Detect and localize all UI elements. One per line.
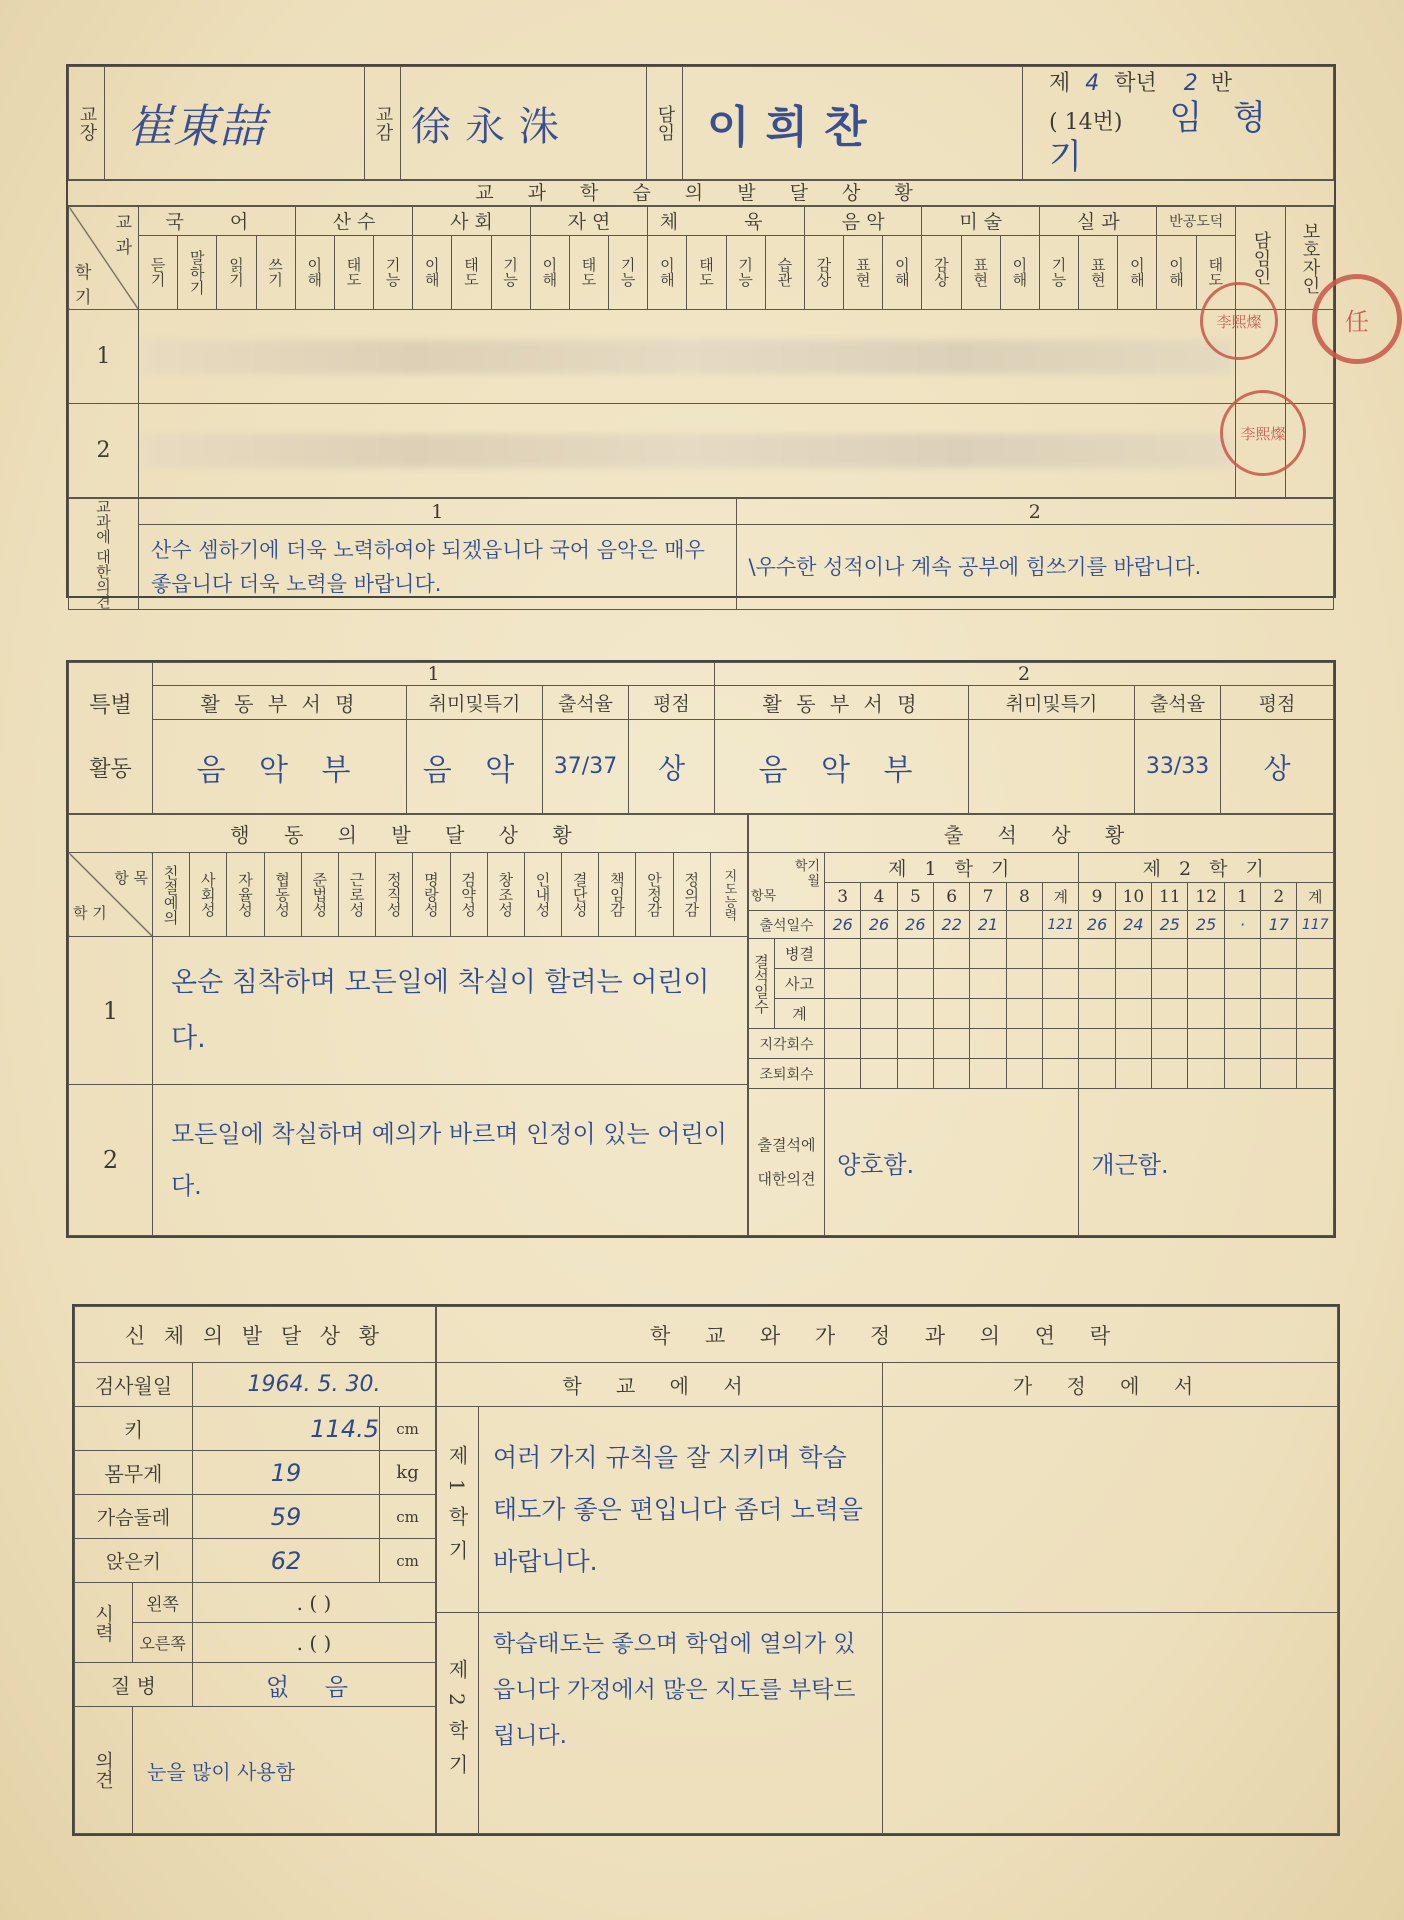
attendance-block bbox=[748, 814, 1334, 1236]
days-cell: 26 bbox=[825, 911, 861, 939]
vice-principal-name: 徐永洙 bbox=[401, 67, 647, 180]
home-note-2 bbox=[883, 1613, 1338, 1834]
behavior-item: 안정감 bbox=[636, 853, 673, 937]
h-attend-2: 출석율 bbox=[1135, 686, 1221, 720]
attendance-opinion-1: 양호함. bbox=[825, 1089, 1079, 1236]
h-grade-2: 평점 bbox=[1221, 686, 1334, 720]
attendance-sem1: 제 1 학 기 bbox=[825, 853, 1079, 883]
month-cell: 6 bbox=[934, 883, 970, 911]
contact-sem2-label: 제2학기 bbox=[437, 1613, 479, 1834]
h-club-2: 활 동 부 서 명 bbox=[715, 686, 969, 720]
special-sem2: 2 bbox=[715, 663, 1334, 686]
attendance-opinion-2: 개근함. bbox=[1079, 1089, 1334, 1236]
attendance-corner bbox=[749, 853, 825, 911]
behavior-corner bbox=[69, 853, 153, 937]
behavior-item: 친절예의 bbox=[153, 853, 190, 937]
number-value: ( 14번) bbox=[1049, 110, 1123, 135]
item-cell: 기능 bbox=[491, 235, 530, 309]
item-cell: 이해 bbox=[530, 235, 569, 309]
month-cell: 9 bbox=[1079, 883, 1115, 911]
behavior-term-1: 1 bbox=[69, 937, 153, 1085]
sitting-height-label: 앉은키 bbox=[75, 1539, 193, 1583]
body-block bbox=[74, 1306, 437, 1834]
height-unit: cm bbox=[380, 1407, 436, 1451]
behavior-corner-a: 항 목 bbox=[114, 868, 148, 887]
subject-music: 음 악 bbox=[804, 207, 922, 236]
item-cell: 읽기 bbox=[217, 235, 256, 309]
item-cell: 태도 bbox=[569, 235, 608, 309]
month-cell: 1 bbox=[1224, 883, 1260, 911]
subject-science: 자 연 bbox=[530, 207, 648, 236]
item-cell: 쓰기 bbox=[256, 235, 295, 309]
grade-1: 상 bbox=[629, 720, 715, 814]
principal-name: 崔東喆 bbox=[105, 67, 365, 180]
days-cell bbox=[1006, 911, 1042, 939]
academic-corner bbox=[69, 207, 139, 310]
late-label: 지각회수 bbox=[749, 1029, 825, 1059]
vice-principal-label: 교감 bbox=[365, 67, 401, 180]
days-cell: 25 bbox=[1188, 911, 1224, 939]
behavior-item: 근로성 bbox=[338, 853, 375, 937]
special-sem1: 1 bbox=[153, 663, 715, 686]
vision-right-value: . ( ) bbox=[193, 1623, 436, 1663]
behavior-item: 지도능력 bbox=[710, 853, 747, 937]
body-opinion-value: 눈을 많이 사용함 bbox=[133, 1707, 436, 1834]
grade-value: 4 bbox=[1085, 71, 1100, 96]
item-cell: 말하기 bbox=[178, 235, 217, 309]
h-attend-1: 출석율 bbox=[543, 686, 629, 720]
item-cell: 이해 bbox=[1118, 235, 1157, 309]
redacted-grades-row-1 bbox=[139, 310, 1236, 404]
behavior-corner-b: 학 기 bbox=[73, 903, 107, 922]
early-leave-row bbox=[749, 1059, 1334, 1089]
days-cell: 17 bbox=[1261, 911, 1297, 939]
month-cell: 7 bbox=[970, 883, 1006, 911]
weight-value: 19 bbox=[193, 1451, 380, 1495]
corner-term: 학 bbox=[75, 263, 92, 284]
class-value: 2 bbox=[1183, 71, 1198, 96]
item-cell: 표현 bbox=[844, 235, 883, 309]
behavior-item: 명랑성 bbox=[413, 853, 450, 937]
days-cell: 26 bbox=[861, 911, 897, 939]
school-note-2: 학습태도는 좋으며 학업에 열의가 있읍니다 가정에서 많은 지도를 부탁드립니다. bbox=[479, 1613, 883, 1834]
class-unit: 반 bbox=[1210, 71, 1233, 96]
item-cell: 이해 bbox=[1157, 235, 1196, 309]
grade-prefix: 제 bbox=[1049, 71, 1071, 96]
days-cell: 117 bbox=[1297, 911, 1334, 939]
header-table bbox=[68, 66, 1334, 180]
subject-korean: 국 어 bbox=[139, 207, 296, 236]
special-behavior-section bbox=[66, 660, 1336, 1238]
opinion-label: 교과에 대한의견 bbox=[69, 499, 139, 610]
behavior-item: 인내성 bbox=[524, 853, 561, 937]
subject-social: 사 회 bbox=[413, 207, 531, 236]
behavior-title: 행 동 의 발 달 상 황 bbox=[69, 815, 748, 853]
attend-1: 37/37 bbox=[543, 720, 629, 814]
student-info bbox=[1023, 67, 1334, 180]
item-cell: 기능 bbox=[374, 235, 413, 309]
hobby-2 bbox=[969, 720, 1135, 814]
absence-total-row bbox=[749, 999, 1334, 1029]
month-cell: 5 bbox=[897, 883, 933, 911]
item-cell: 기능 bbox=[609, 235, 648, 309]
homeroom-teacher-name: 이희찬 bbox=[683, 67, 1023, 180]
sitting-height-value: 62 bbox=[193, 1539, 380, 1583]
absence-sick-row bbox=[749, 939, 1334, 969]
behavior-item: 정의감 bbox=[673, 853, 710, 937]
attend-2: 33/33 bbox=[1135, 720, 1221, 814]
disease-value: 없 음 bbox=[193, 1663, 436, 1707]
h-hobby-1: 취미및특기 bbox=[407, 686, 543, 720]
hobby-1: 음 악 bbox=[407, 720, 543, 814]
days-label: 출석일수 bbox=[749, 911, 825, 939]
item-cell: 감상 bbox=[922, 235, 961, 309]
item-cell: 태도 bbox=[687, 235, 726, 309]
term-label: 1 bbox=[69, 310, 139, 404]
school-head: 학 교 에 서 bbox=[437, 1363, 883, 1407]
corner-subject-2: 과 bbox=[115, 238, 132, 259]
month-cell: 2 bbox=[1261, 883, 1297, 911]
item-cell: 기능 bbox=[1039, 235, 1078, 309]
days-cell: 25 bbox=[1152, 911, 1188, 939]
weight-unit: kg bbox=[380, 1451, 436, 1495]
behavior-term-2: 2 bbox=[69, 1085, 153, 1236]
attendance-sem2: 제 2 학 기 bbox=[1079, 853, 1334, 883]
item-cell: 태도 bbox=[452, 235, 491, 309]
home-note-1 bbox=[883, 1407, 1338, 1613]
body-contact-section bbox=[72, 1304, 1340, 1836]
attendance-corner-b: 학기 bbox=[794, 859, 820, 874]
term-label: 2 bbox=[69, 404, 139, 498]
month-cell: 3 bbox=[825, 883, 861, 911]
redacted-grades-row-2 bbox=[139, 404, 1236, 498]
days-cell: 26 bbox=[897, 911, 933, 939]
club-1: 음 악 부 bbox=[153, 720, 407, 814]
days-cell: 22 bbox=[934, 911, 970, 939]
sitting-height-unit: cm bbox=[380, 1539, 436, 1583]
opinion-text-2: \우수한 성적이나 계속 공부에 힘쓰기를 바랍니다. bbox=[736, 525, 1334, 610]
contact-table bbox=[436, 1306, 1338, 1834]
month-cell: 계 bbox=[1043, 883, 1079, 911]
weight-label: 몸무게 bbox=[75, 1451, 193, 1495]
homeroom-seal-header: 담임인 bbox=[1236, 207, 1286, 310]
item-cell: 태도 bbox=[1196, 235, 1235, 309]
month-cell: 8 bbox=[1006, 883, 1042, 911]
subject-math: 산 수 bbox=[295, 207, 413, 236]
days-cell: 121 bbox=[1043, 911, 1079, 939]
height-label: 키 bbox=[75, 1407, 193, 1451]
grade-unit: 학년 bbox=[1114, 71, 1157, 96]
date-label: 검사월일 bbox=[75, 1363, 193, 1407]
behavior-item: 자율성 bbox=[227, 853, 264, 937]
chest-label: 가슴둘레 bbox=[75, 1495, 193, 1539]
subject-items-row bbox=[69, 235, 1334, 309]
academic-row-1 bbox=[69, 310, 1334, 404]
behavior-text-2: 모든일에 착실하며 예의가 바르며 인정이 있는 어린이다. bbox=[153, 1085, 748, 1236]
homeroom-seal-stamp-2: 李熙燦 bbox=[1220, 390, 1306, 476]
days-cell: · bbox=[1224, 911, 1260, 939]
disease-label: 질 병 bbox=[75, 1663, 193, 1707]
special-label bbox=[69, 663, 153, 814]
days-cell: 21 bbox=[970, 911, 1006, 939]
item-cell: 이해 bbox=[648, 235, 687, 309]
h-club-1: 활 동 부 서 명 bbox=[153, 686, 407, 720]
opinion-head-1: 1 bbox=[139, 499, 737, 525]
chest-value: 59 bbox=[193, 1495, 380, 1539]
behavior-item: 정직성 bbox=[376, 853, 413, 937]
guardian-seal-stamp: 任 bbox=[1312, 274, 1402, 364]
date-value: 1964. 5. 30. bbox=[193, 1363, 436, 1407]
h-grade-1: 평점 bbox=[629, 686, 715, 720]
chest-unit: cm bbox=[380, 1495, 436, 1539]
school-note-1: 여러 가지 규칙을 잘 지키며 학습 태도가 좋은 편입니다 좀더 노력을 바랍니다. bbox=[479, 1407, 883, 1613]
academic-grid bbox=[68, 206, 1334, 498]
subject-opinion-table bbox=[68, 498, 1334, 610]
vision-label: 시력 bbox=[75, 1583, 133, 1663]
absence-label: 결석일수 bbox=[749, 939, 775, 1029]
behavior-text-1: 온순 침착하며 모든일에 착실이 할려는 어린이다. bbox=[153, 937, 748, 1085]
h-hobby-2: 취미및특기 bbox=[969, 686, 1135, 720]
subject-practical: 실 과 bbox=[1039, 207, 1157, 236]
month-cell: 11 bbox=[1152, 883, 1188, 911]
attendance-table bbox=[748, 814, 1334, 1236]
attendance-days-row bbox=[749, 911, 1334, 939]
contact-sem1-label: 제1학기 bbox=[437, 1407, 479, 1613]
grade-2: 상 bbox=[1221, 720, 1334, 814]
behavior-item: 책임감 bbox=[599, 853, 636, 937]
item-cell: 이해 bbox=[413, 235, 452, 309]
absence-accident-row bbox=[749, 969, 1334, 999]
behavior-items-row bbox=[69, 853, 748, 937]
behavior-item: 협동성 bbox=[264, 853, 301, 937]
item-cell: 표현 bbox=[961, 235, 1000, 309]
special-label-top: 특별 bbox=[89, 693, 132, 718]
item-cell: 표현 bbox=[1079, 235, 1118, 309]
behavior-item: 결단성 bbox=[562, 853, 599, 937]
attendance-corner-a: 항목 bbox=[751, 889, 777, 904]
behavior-item: 창조성 bbox=[487, 853, 524, 937]
absence-accident-label: 사고 bbox=[775, 969, 825, 999]
subject-ethics: 반공도덕 bbox=[1157, 207, 1236, 236]
item-cell: 이해 bbox=[883, 235, 922, 309]
item-cell: 태도 bbox=[334, 235, 373, 309]
special-label-bottom: 활동 bbox=[89, 757, 132, 782]
attendance-title: 출 석 상 황 bbox=[749, 815, 1334, 853]
header-and-academic-section bbox=[66, 64, 1336, 609]
contact-title: 학 교 와 가 정 과 의 연 락 bbox=[437, 1307, 1338, 1363]
body-title: 신 체 의 발 달 상 황 bbox=[75, 1307, 436, 1363]
month-cell: 12 bbox=[1188, 883, 1224, 911]
vision-left-label: 왼쪽 bbox=[133, 1583, 193, 1623]
late-row bbox=[749, 1029, 1334, 1059]
academic-row-2 bbox=[69, 404, 1334, 498]
item-cell: 습관 bbox=[765, 235, 804, 309]
early-leave-label: 조퇴회수 bbox=[749, 1059, 825, 1089]
attendance-opinion-label: 출결석에 대한의견 bbox=[749, 1089, 825, 1236]
absence-sick-label: 병결 bbox=[775, 939, 825, 969]
month-cell: 4 bbox=[861, 883, 897, 911]
student-name: 임 형 기 bbox=[1049, 98, 1276, 177]
subject-art: 미 술 bbox=[922, 207, 1040, 236]
corner-subject: 교 bbox=[115, 213, 132, 234]
item-cell: 기능 bbox=[726, 235, 765, 309]
behavior-item: 검약성 bbox=[450, 853, 487, 937]
absence-total-label: 계 bbox=[775, 999, 825, 1029]
academic-title: 교 과 학 습 의 발 달 상 황 bbox=[68, 180, 1334, 206]
attendance-corner-c: 월 bbox=[807, 874, 820, 889]
attendance-months-row bbox=[749, 883, 1334, 911]
item-cell: 이해 bbox=[295, 235, 334, 309]
behavior-item: 사회성 bbox=[190, 853, 227, 937]
behavior-item: 준법성 bbox=[301, 853, 338, 937]
subject-pe: 체 육 bbox=[648, 207, 805, 236]
days-cell: 24 bbox=[1115, 911, 1151, 939]
item-cell: 이해 bbox=[1000, 235, 1039, 309]
month-cell: 10 bbox=[1115, 883, 1151, 911]
body-opinion-label: 의견 bbox=[75, 1707, 133, 1834]
height-value: 114.5 bbox=[193, 1407, 380, 1451]
home-head: 가 정 에 서 bbox=[883, 1363, 1338, 1407]
days-cell: 26 bbox=[1079, 911, 1115, 939]
principal-label: 교장 bbox=[69, 67, 105, 180]
guardian-seal-header: 보호자인 bbox=[1286, 207, 1334, 310]
corner-term-2: 기 bbox=[75, 288, 92, 309]
month-cell: 계 bbox=[1297, 883, 1334, 911]
body-table bbox=[74, 1306, 436, 1834]
homeroom-label: 담임 bbox=[647, 67, 683, 180]
opinion-text-1: 산수 셈하기에 더욱 노력하여야 되겠읍니다 국어 음악은 매우 좋읍니다 더욱 노력을 바랍니다. bbox=[139, 525, 737, 610]
vision-right-label: 오른쪽 bbox=[133, 1623, 193, 1663]
homeroom-seal-stamp: 李熙燦 bbox=[1200, 282, 1278, 360]
club-2: 음 악 부 bbox=[715, 720, 969, 814]
contact-block bbox=[436, 1306, 1338, 1834]
item-cell: 듣기 bbox=[139, 235, 178, 309]
vision-left-value: . ( ) bbox=[193, 1583, 436, 1623]
item-cell: 감상 bbox=[804, 235, 843, 309]
behavior-table bbox=[68, 814, 748, 1236]
behavior-block bbox=[68, 814, 748, 1236]
opinion-head-2: 2 bbox=[736, 499, 1334, 525]
special-activity-table bbox=[68, 662, 1334, 814]
